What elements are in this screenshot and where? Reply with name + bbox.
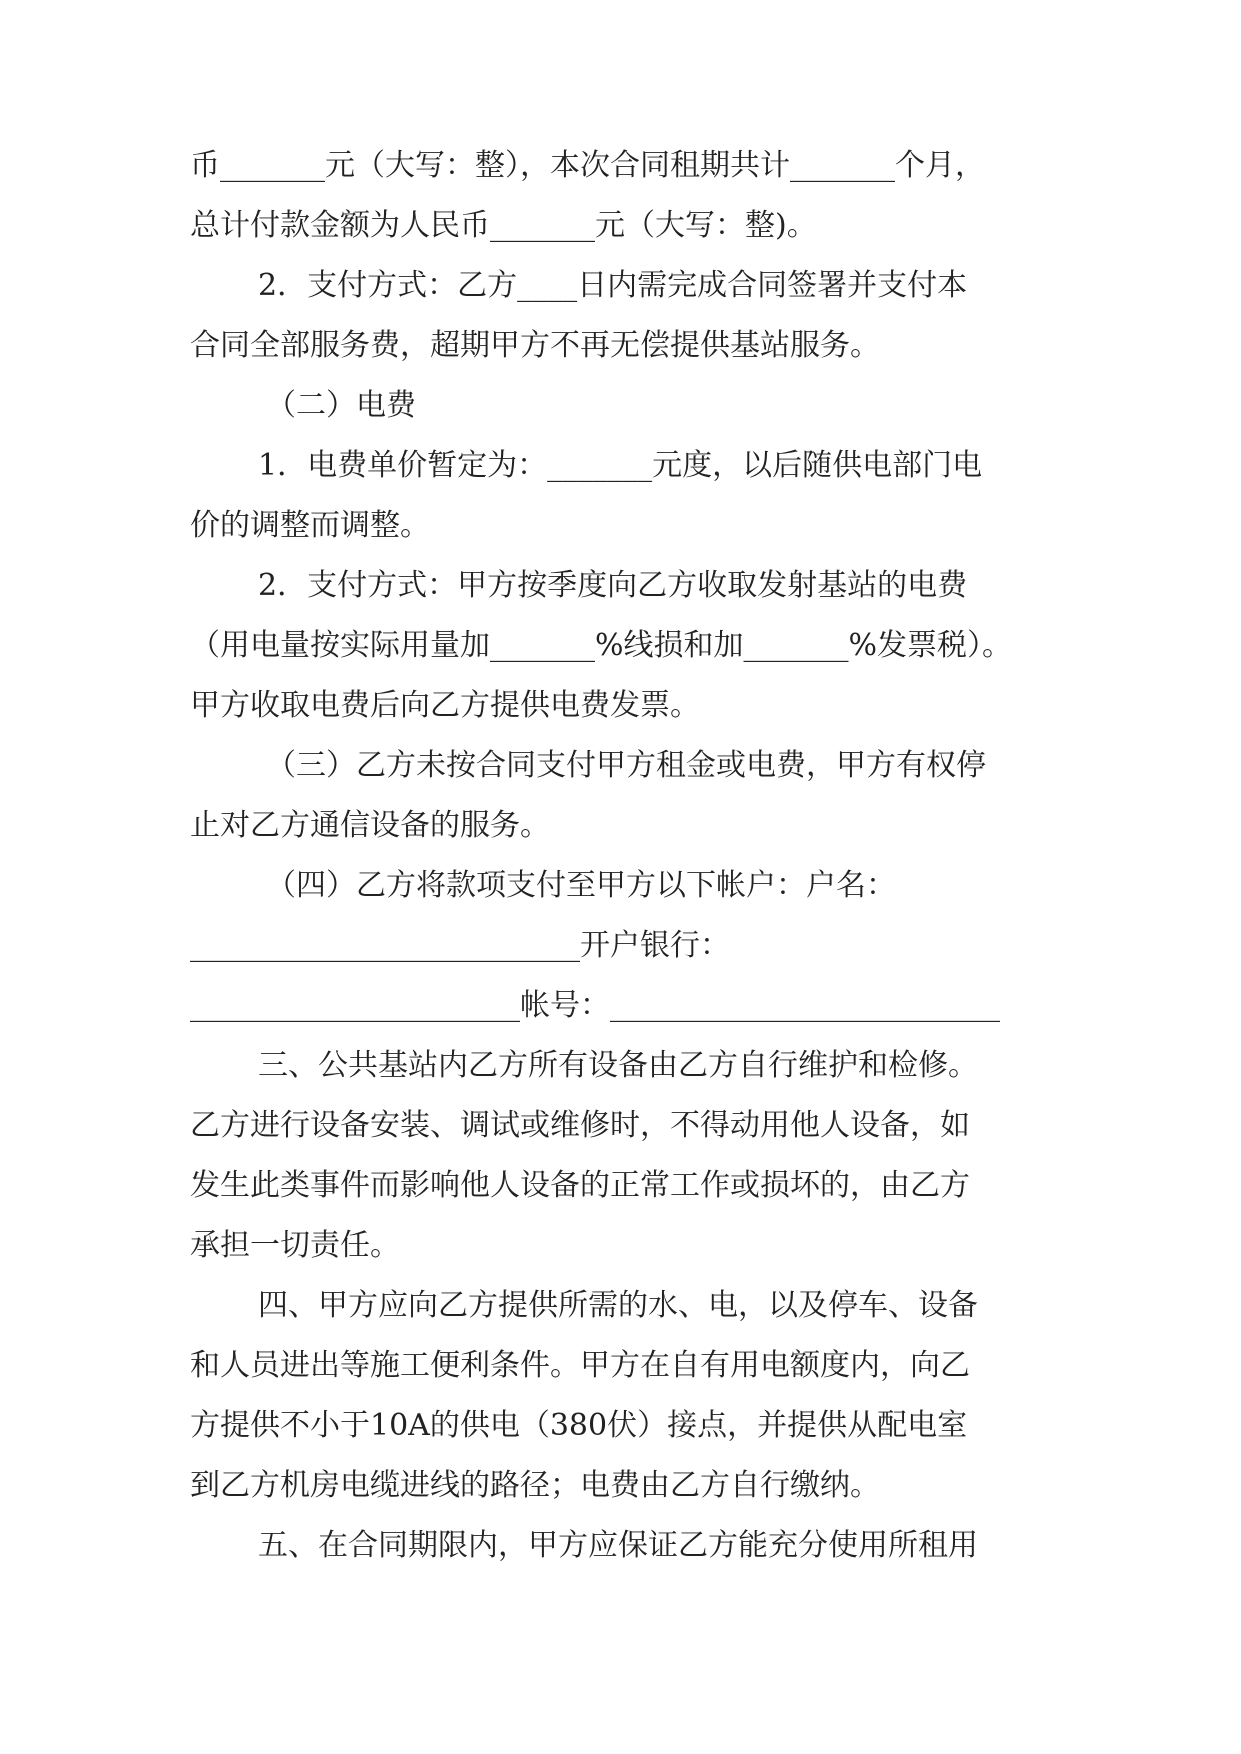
text-line: 方提供不小于10A的供电（380伏）接点，并提供从配电室 [190,1408,968,1443]
text-line: 甲方收取电费后向乙方提供电费发票。 [190,688,700,723]
text-line: 止对乙方通信设备的服务。 [190,808,550,843]
text-line: 三、公共基站内乙方所有设备由乙方自行维护和检修。 [258,1048,978,1083]
text-line: 五、在合同期限内，甲方应保证乙方能充分使用所租用 [258,1528,978,1563]
text-line: 1．电费单价暂定为：_______元度，以后随供电部门电 [258,448,983,483]
text-line: （三）乙方未按合同支付甲方租金或电费，甲方有权停 [266,748,986,783]
text-line: 2．支付方式：甲方按季度向乙方收取发射基站的电费 [258,568,968,603]
text-line: （用电量按实际用量加_______%线损和加_______%发票税）。 [190,628,1013,663]
text-line: 和人员进出等施工便利条件。甲方在自有用电额度内，向乙 [190,1348,970,1383]
account-number-line: ______________________帐号：__________________________ [190,988,1000,1023]
text-line: 2．支付方式：乙方____日内需完成合同签署并支付本 [258,268,968,303]
section-heading: （二）电费 [266,388,416,423]
text-line: 发生此类事件而影响他人设备的正常工作或损坏的，由乙方 [190,1168,970,1203]
text-line: 总计付款金额为人民币_______元（大写：整)。 [190,208,817,243]
text-line: 四、甲方应向乙方提供所需的水、电，以及停车、设备 [258,1288,978,1323]
account-bank-line: __________________________开户银行： [190,928,730,963]
text-line: 价的调整而调整。 [190,508,430,543]
text-line: （四）乙方将款项支付至甲方以下帐户：户名： [266,868,896,903]
text-line: 合同全部服务费，超期甲方不再无偿提供基站服务。 [190,328,880,363]
text-line: 乙方进行设备安装、调试或维修时，不得动用他人设备，如 [190,1108,970,1143]
text-line: 币_______元（大写：整），本次合同租期共计_______个月， [190,148,985,183]
text-line: 承担一切责任。 [190,1228,400,1263]
text-line: 到乙方机房电缆进线的路径；电费由乙方自行缴纳。 [190,1468,880,1503]
